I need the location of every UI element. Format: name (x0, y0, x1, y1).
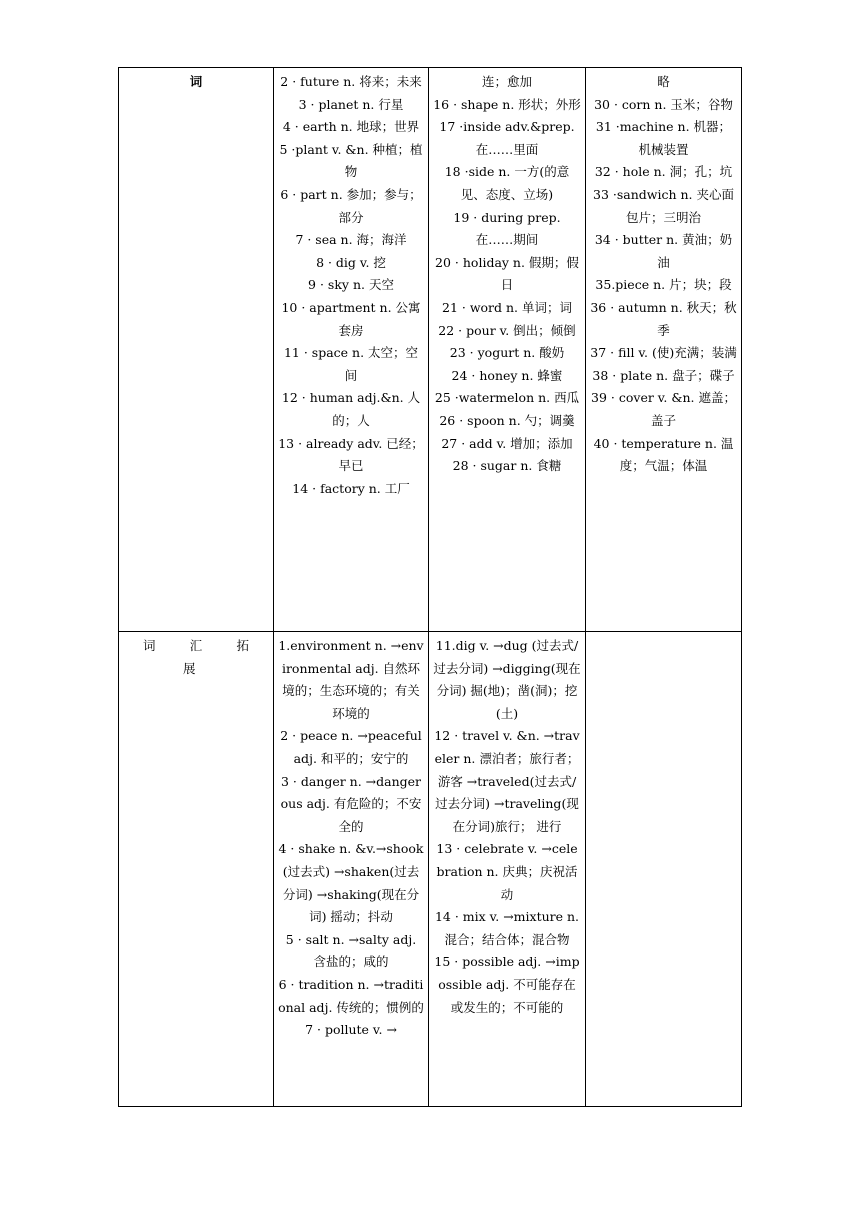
list-item: 24 · honey n. 蜂蜜 (451, 367, 563, 383)
list-item: 31 ·machine n. 机器；机械装置 (595, 119, 732, 157)
list-item: 7 · pollute v. → (305, 1022, 397, 1038)
list-item: 21 · word n. 单词；词 (442, 299, 572, 315)
table-row (119, 632, 742, 1107)
list-item: 30 · corn n. 玉米；谷物 (594, 96, 733, 112)
list-item: 略 (657, 74, 670, 89)
list-item: 9 · sky n. 天空 (308, 277, 394, 293)
list-item: 11 · space n. 太空；空间 (283, 345, 419, 383)
row-label: 词 (119, 68, 274, 632)
list-item: 4 · shake n. &v.→shook(过去式) →shaken(过去分词) →shaking(现在分词) 摇动；抖动 (278, 841, 424, 925)
list-item: 12 · human adj.&n. 人的；人 (281, 390, 421, 428)
list-item: 14 · factory n. 工厂 (292, 480, 410, 496)
table-row (119, 68, 742, 632)
row-label (119, 632, 274, 1107)
list-item: 5 ·plant v. &n. 种植；植物 (279, 141, 423, 180)
list-item: 37 · fill v. (使)充满；装满 (590, 345, 737, 361)
list-item: 25 ·watermelon n. 西瓜 (434, 390, 580, 406)
list-item: 40 · temperature n. 温度；气温；体温 (593, 435, 734, 474)
list-item: 连；愈加 (481, 74, 532, 89)
list-item: 34 · butter n. 黄油；奶油 (594, 232, 733, 270)
list-item: 2 · future n. 将来；未来 (280, 74, 422, 89)
list-item: 19 · during prep. 在……期间 (453, 209, 561, 248)
list-item: 35.piece n. 片；块；段 (595, 277, 732, 293)
row-label-line-2: 展 (183, 660, 196, 676)
list-item: 14 · mix v. →mixture n. 混合；结合体；混合物 (434, 909, 580, 947)
list-item: 1.environment n. →environmental adj. 自然环境的；生态环境的；有关环境的 (278, 638, 424, 721)
list-item: 10 · apartment n. 公寓套房 (281, 299, 421, 338)
list-item: 36 · autumn n. 秋天；秋季 (590, 299, 737, 338)
empty-cell (586, 632, 742, 1107)
list-item: 5 · salt n. →salty adj. 含盐的；咸的 (285, 931, 417, 970)
list-item: 27 · add v. 增加；添加 (441, 435, 573, 451)
word-list-column (274, 632, 429, 1107)
list-item: 4 · earth n. 地球；世界 (282, 119, 420, 135)
list-item: 23 · yogurt n. 酸奶 (449, 345, 565, 361)
list-item: 20 · holiday n. 假期；假日 (435, 254, 579, 293)
list-item: 16 · shape n. 形状；外形 (433, 96, 581, 112)
list-item: 22 · pour v. 倒出；倾倒 (438, 322, 576, 338)
list-item: 8 · dig v. 挖 (316, 254, 386, 270)
list-item: 6 · part n. 参加；参与；部分 (280, 186, 422, 225)
list-item: 17 ·inside adv.&prep. 在……里面 (439, 119, 575, 157)
list-item: 39 · cover v. &n. 遮盖；盖子 (591, 390, 736, 428)
row-label-line-1: 词汇拓 (143, 638, 249, 653)
vocabulary-table (118, 67, 742, 1107)
list-item: 2 · peace n. →peaceful adj. 和平的；安宁的 (280, 728, 422, 766)
list-item: 3 · planet n. 行星 (298, 96, 404, 112)
word-list-column (274, 68, 429, 632)
list-item: 38 · plate n. 盘子；碟子 (592, 367, 735, 383)
list-item: 11.dig v. →dug (过去式/过去分词) →digging(现在分词) 掘(地)；凿(洞)；挖(土) (433, 638, 581, 721)
list-item: 7 · sea n. 海；海洋 (295, 232, 407, 248)
word-list-column (429, 632, 586, 1107)
list-item: 26 · spoon n. 勺；调羹 (439, 412, 575, 428)
list-item: 3 · danger n. →dangerous adj. 有危险的；不安全的 (280, 773, 422, 834)
list-item: 12 · travel v. &n. →traveler n. 漂泊者；旅行者；游客 →traveled(过去式/过去分词) →traveling(现在分词)旅行； 进行 (434, 728, 580, 834)
list-item: 18 ·side n. 一方(的意见、态度、立场) (444, 164, 570, 202)
list-item: 28 · sugar n. 食糖 (452, 458, 562, 474)
list-item: 13 · already adv. 已经；早已 (278, 435, 424, 474)
list-item: 15 · possible adj. →impossible adj. 不可能存在或发生的；不可能的 (434, 954, 580, 1015)
list-item: 33 ·sandwich n. 夹心面包片；三明治 (593, 186, 734, 225)
word-list-column (429, 68, 586, 632)
list-item: 32 · hole n. 洞；孔；坑 (594, 164, 733, 180)
word-list-column (586, 68, 742, 632)
list-item: 13 · celebrate v. →celebration n. 庆典；庆祝活动 (436, 841, 578, 902)
list-item: 6 · tradition n. →traditional adj. 传统的；惯例的 (278, 976, 424, 1015)
